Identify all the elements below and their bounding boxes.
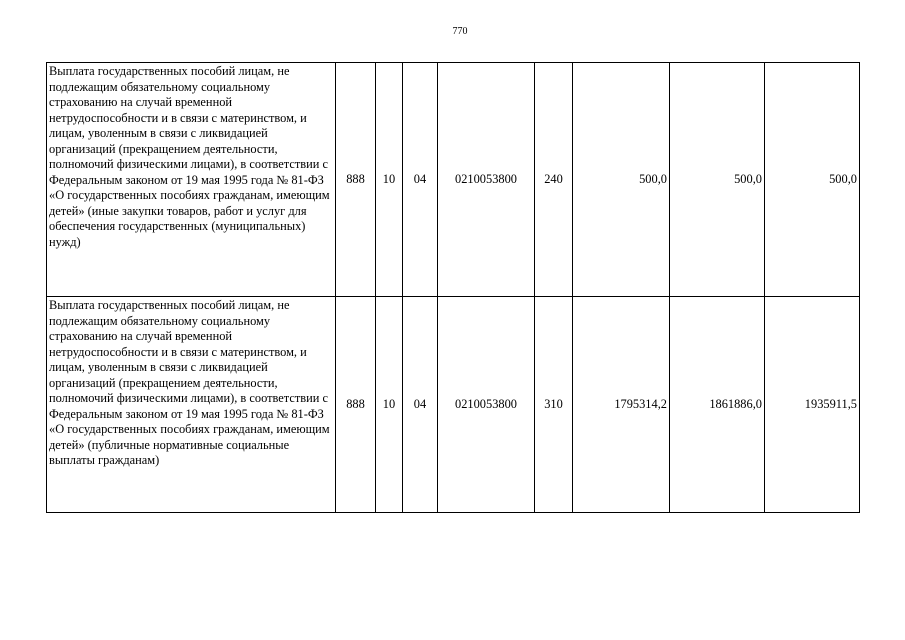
amount-year-2: 1861886,0 [670, 297, 765, 513]
ministry-code: 888 [336, 63, 376, 297]
page-number: 770 [452, 26, 468, 37]
subsection-code: 04 [403, 63, 438, 297]
table-row [47, 63, 860, 297]
amount-year-3: 500,0 [765, 63, 860, 297]
section-code: 10 [376, 297, 403, 513]
amount-year-1: 500,0 [573, 63, 670, 297]
target-article-code: 0210053800 [438, 297, 535, 513]
table-row [47, 297, 860, 513]
amount-year-1: 1795314,2 [573, 297, 670, 513]
budget-table [46, 62, 860, 513]
subsection-code: 04 [403, 297, 438, 513]
expense-type-code: 240 [535, 63, 573, 297]
expense-type-code: 310 [535, 297, 573, 513]
row-description: Выплата государственных пособий лицам, не подлежащим обязательному социальному страхованию на случай временной нетрудоспособности и в связи с материнством, и лицам, уволенным в связи с ликвидацией организаций (прекращением деятельности, полномочий физическими лицами), в соответствии с Федеральным законом от 19 мая 1995 года № 81-ФЗ «О государственных пособиях гражданам, имеющим детей» (иные закупки товаров, работ и услуг для обеспечения государственных (муниципальных) нужд) [47, 63, 336, 297]
ministry-code: 888 [336, 297, 376, 513]
amount-year-2: 500,0 [670, 63, 765, 297]
target-article-code: 0210053800 [438, 63, 535, 297]
section-code: 10 [376, 63, 403, 297]
amount-year-3: 1935911,5 [765, 297, 860, 513]
row-description: Выплата государственных пособий лицам, не подлежащим обязательному социальному страхованию на случай временной нетрудоспособности и в связи с материнством, и лицам, уволенным в связи с ликвидацией организаций (прекращением деятельности, полномочий физическими лицами), в соответствии с Федеральным законом от 19 мая 1995 года № 81-ФЗ «О государственных пособиях гражданам, имеющим детей» (публичные нормативные социальные выплаты гражданам) [47, 297, 336, 513]
